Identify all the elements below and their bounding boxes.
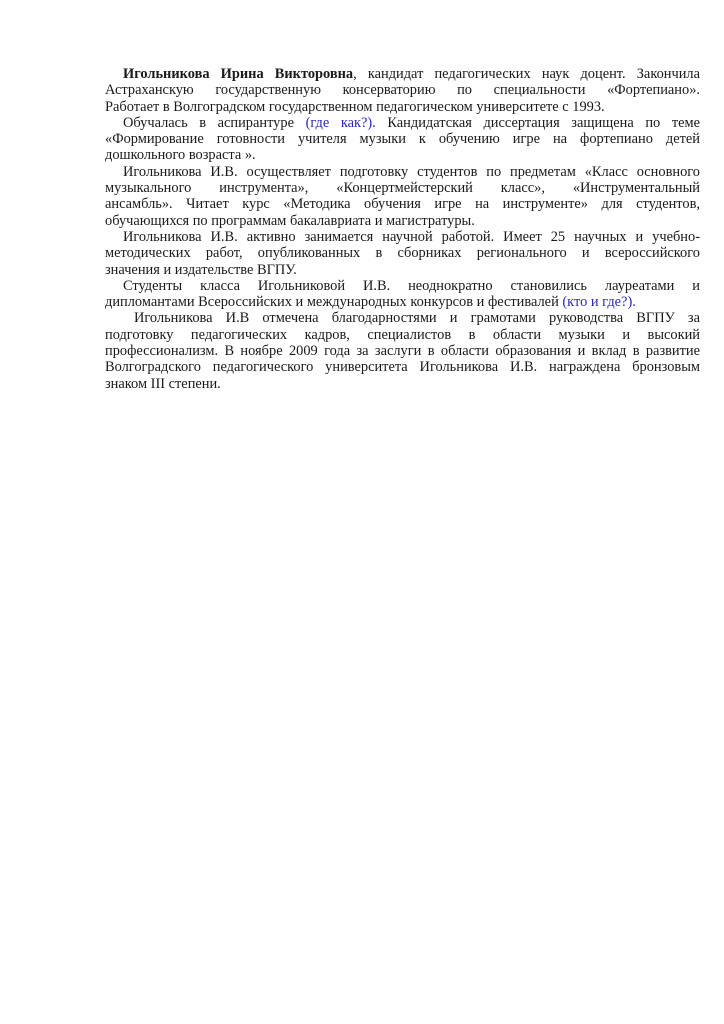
text-line: Игольникова И.В. осуществляет подготовку студентов по предметам «Класс основного — [123, 163, 700, 180]
paragraph-research — [105, 229, 700, 278]
document-body — [105, 66, 700, 392]
text-line: музыкального инструмента», «Концертмейстерский класс», «Инструментальный — [105, 180, 700, 197]
paragraph-bio — [105, 66, 700, 115]
person-name: Игольникова Ирина Викторовна — [123, 66, 354, 82]
text-line: Обучалась в аспирантуре (где как?). Кандидатская диссертация защищена по теме — [123, 114, 700, 131]
text-line: Игольникова И.В. активно занимается научной работой. Имеет 25 научных и учебно- — [123, 228, 700, 245]
paragraph-teaching — [105, 164, 700, 229]
text-line: профессионализм. В ноябре 2009 года за заслуги в области образования и вклад в развитие — [105, 343, 700, 360]
question-link[interactable]: (кто и где?). — [562, 294, 636, 311]
text-line: подготовку педагогических кадров, специалистов в области музыки и высокий — [105, 326, 700, 343]
question-link[interactable]: (где как?). — [305, 114, 376, 131]
paragraph-education — [105, 115, 700, 164]
text-line: знаком III степени. — [105, 375, 221, 392]
text-line: значения и издательстве ВГПУ. — [105, 261, 297, 278]
text-line: ансамбль». Читает курс «Методика обучения игре на инструменте» для студентов, — [105, 196, 700, 213]
text-line: Игольникова Ирина Викторовна, кандидат педагогических наук доцент. Закончила — [123, 66, 700, 82]
text-line: дошкольного возраста ». — [105, 147, 256, 164]
text-line: дипломантами Всероссийских и международных конкурсов и фестивалей (кто и где?). — [105, 294, 636, 311]
text-line: Астраханскую государственную консерваторию по специальности «Фортепиано». — [105, 82, 700, 99]
text-line: обучающихся по программам бакалавриата и магистратуры. — [105, 212, 475, 229]
text-line: Студенты класса Игольниковой И.В. неоднократно становились лауреатами и — [123, 277, 700, 294]
paragraph-students — [105, 278, 700, 311]
text-line: методических работ, опубликованных в сборниках регионального и всероссийского — [105, 245, 700, 262]
text-line: «Формирование готовности учителя музыки к обучению игре на фортепиано детей — [105, 131, 700, 148]
text-line: Игольникова И.В отмечена благодарностями и грамотами руководства ВГПУ за — [134, 310, 700, 327]
text-line: Работает в Волгоградском государственном педагогическом университете с 1993. — [105, 98, 605, 115]
paragraph-awards — [105, 310, 700, 391]
text-line: Волгоградского педагогического университета Игольникова И.В. награждена бронзовым — [105, 359, 700, 376]
